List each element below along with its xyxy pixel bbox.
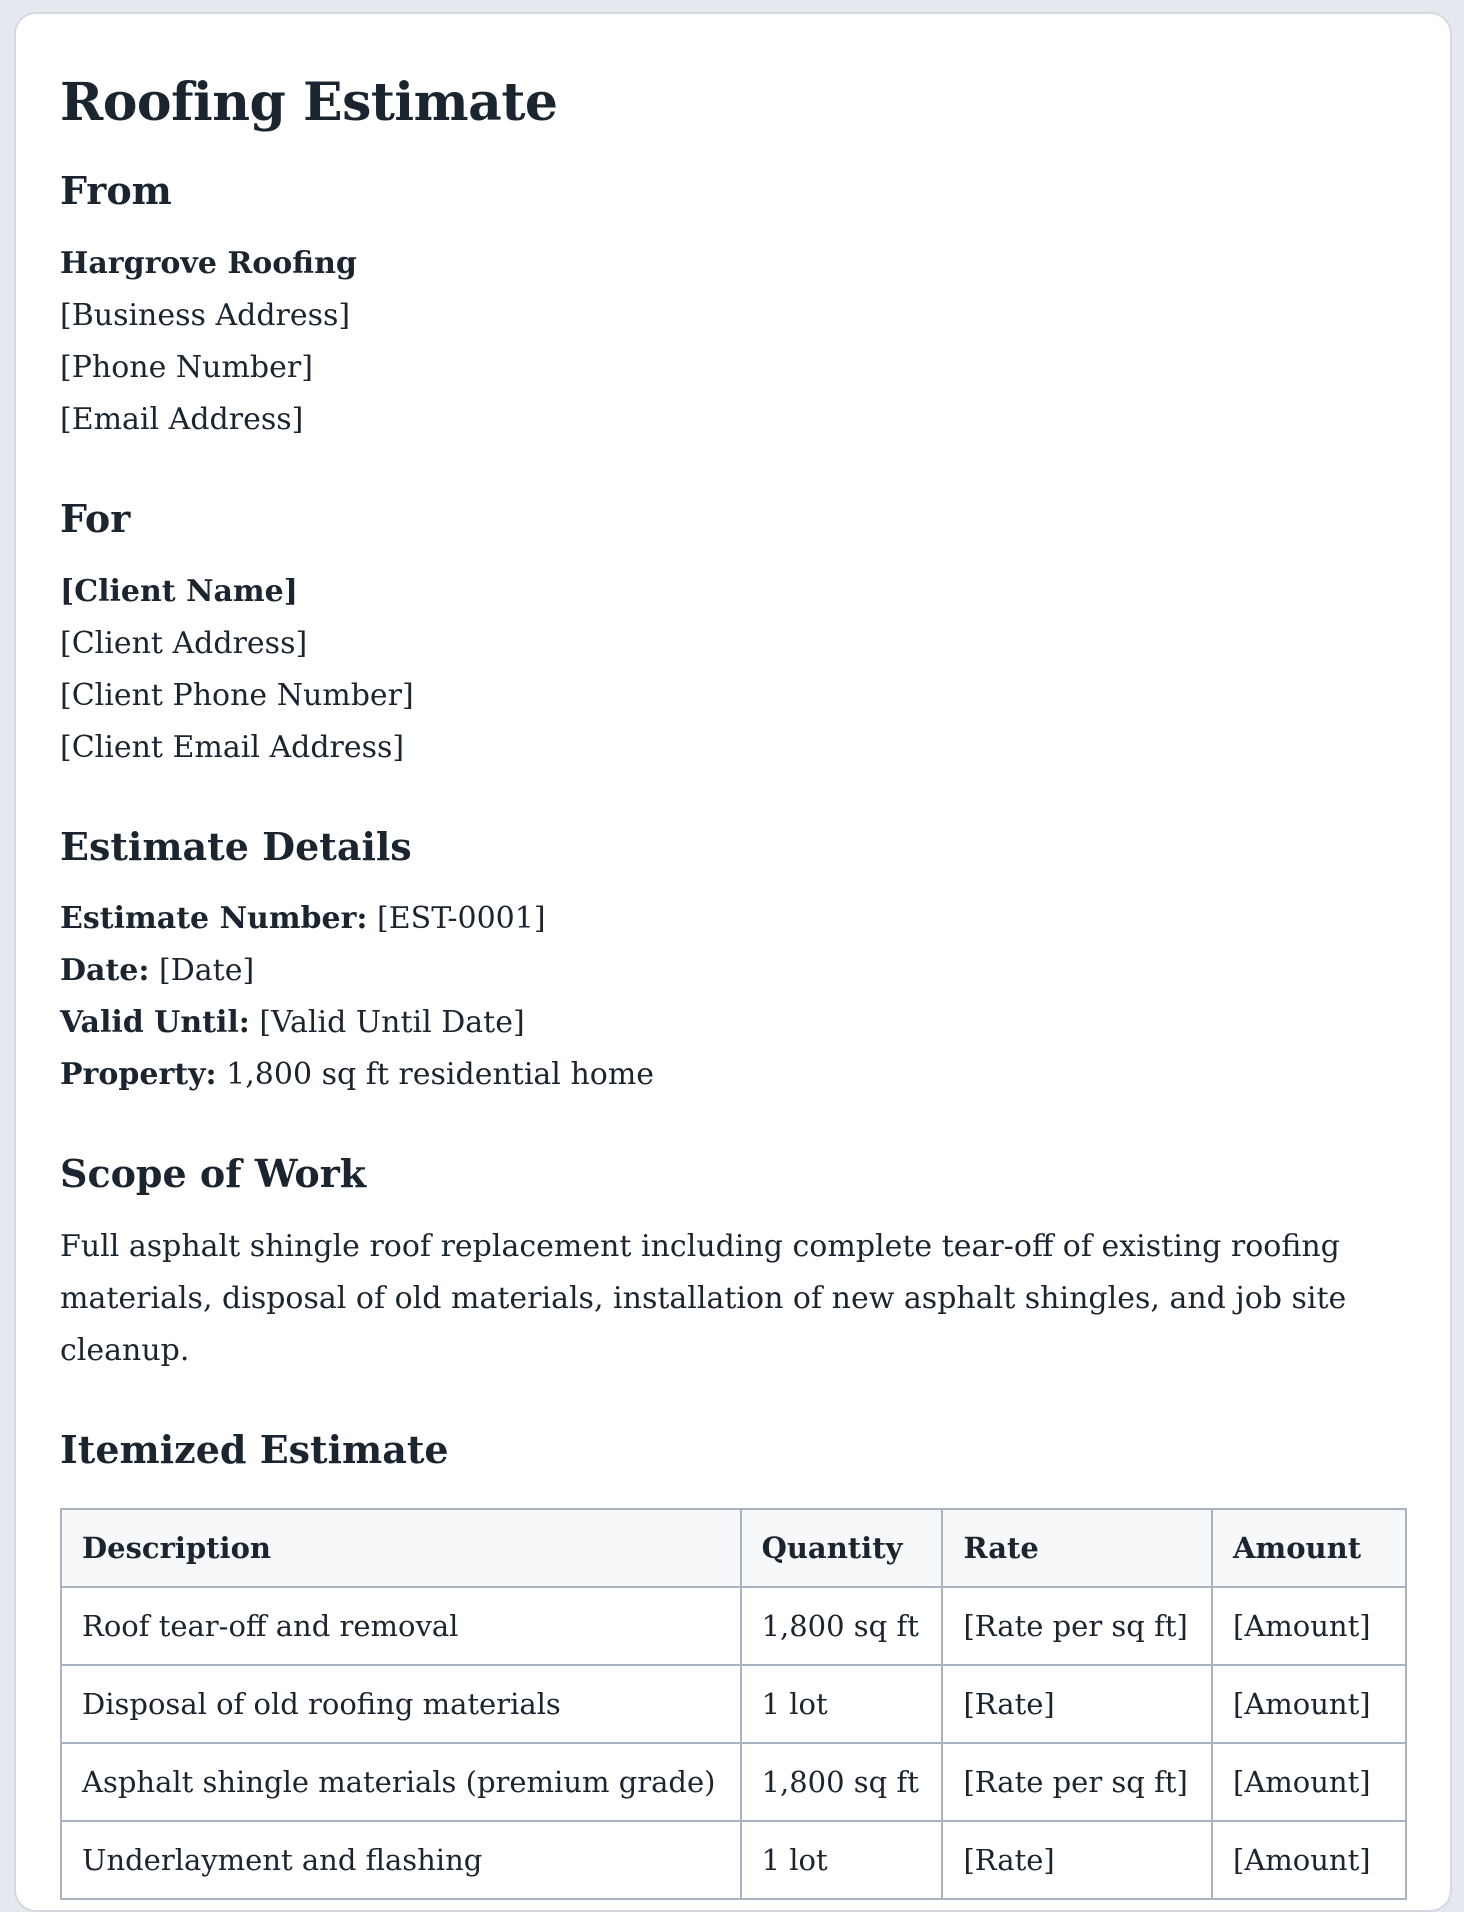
cell-amount: [Amount]: [1212, 1821, 1406, 1899]
from-heading: From: [60, 168, 172, 214]
column-header-description: Description: [61, 1509, 741, 1587]
client-name: [Client Name]: [60, 573, 298, 609]
table-row: [61, 1821, 1406, 1899]
date-value: [Date]: [159, 953, 255, 989]
business-phone: [Phone Number]: [60, 349, 313, 385]
cell-rate: [Rate per sq ft]: [942, 1587, 1212, 1665]
property-value: 1,800 sq ft residential home: [226, 1057, 655, 1093]
table-row: [61, 1743, 1406, 1821]
cell-description: Roof tear-off and removal: [61, 1587, 741, 1665]
scope-section: [60, 1151, 1406, 1377]
date-row: [60, 945, 1406, 997]
page-title: Roofing Estimate: [60, 72, 558, 133]
cell-amount: [Amount]: [1212, 1587, 1406, 1665]
client-phone: [Client Phone Number]: [60, 677, 414, 713]
cell-description: Underlayment and flashing: [61, 1821, 741, 1899]
estimate-number-label: Estimate Number:: [60, 901, 368, 937]
for-section: [60, 496, 1406, 774]
cell-quantity: 1,800 sq ft: [741, 1743, 943, 1821]
cell-amount: [Amount]: [1212, 1743, 1406, 1821]
client-email: [Client Email Address]: [60, 729, 405, 765]
business-name: Hargrove Roofing: [60, 245, 357, 281]
scope-heading: Scope of Work: [60, 1151, 367, 1197]
valid-until-label: Valid Until:: [60, 1005, 250, 1041]
cell-amount: [Amount]: [1212, 1665, 1406, 1743]
cell-rate: [Rate per sq ft]: [942, 1743, 1212, 1821]
from-section: [60, 168, 1406, 446]
column-header-quantity: Quantity: [741, 1509, 943, 1587]
estimate-number-row: [60, 893, 1406, 945]
table-row: [61, 1665, 1406, 1743]
property-label: Property:: [60, 1057, 217, 1093]
property-row: [60, 1049, 1406, 1101]
valid-until-row: [60, 997, 1406, 1049]
cell-description: Asphalt shingle materials (premium grade): [61, 1743, 741, 1821]
scope-text: Full asphalt shingle roof replacement including complete tear-off of existing roofing materials, disposal of old materials, installation of new asphalt shingles, and job site cleanup.: [60, 1228, 1347, 1368]
itemized-table: [60, 1508, 1407, 1900]
estimate-document: [14, 12, 1452, 1912]
cell-quantity: 1,800 sq ft: [741, 1587, 943, 1665]
cell-quantity: 1 lot: [741, 1665, 943, 1743]
column-header-rate: Rate: [942, 1509, 1212, 1587]
estimate-details-heading: Estimate Details: [60, 823, 412, 869]
itemized-heading: Itemized Estimate: [60, 1426, 449, 1472]
estimate-number-value: [EST-0001]: [377, 901, 546, 937]
itemized-section: [60, 1427, 1406, 1901]
cell-description: Disposal of old roofing materials: [61, 1665, 741, 1743]
column-header-amount: Amount: [1212, 1509, 1406, 1587]
cell-rate: [Rate]: [942, 1821, 1212, 1899]
business-address: [Business Address]: [60, 297, 351, 333]
cell-rate: [Rate]: [942, 1665, 1212, 1743]
table-row: [61, 1587, 1406, 1665]
table-header-row: [61, 1509, 1406, 1587]
date-label: Date:: [60, 953, 150, 989]
cell-quantity: 1 lot: [741, 1821, 943, 1899]
valid-until-value: [Valid Until Date]: [259, 1005, 525, 1041]
estimate-details-section: [60, 824, 1406, 1102]
business-email: [Email Address]: [60, 401, 304, 437]
client-address: [Client Address]: [60, 625, 308, 661]
for-heading: For: [60, 495, 131, 541]
